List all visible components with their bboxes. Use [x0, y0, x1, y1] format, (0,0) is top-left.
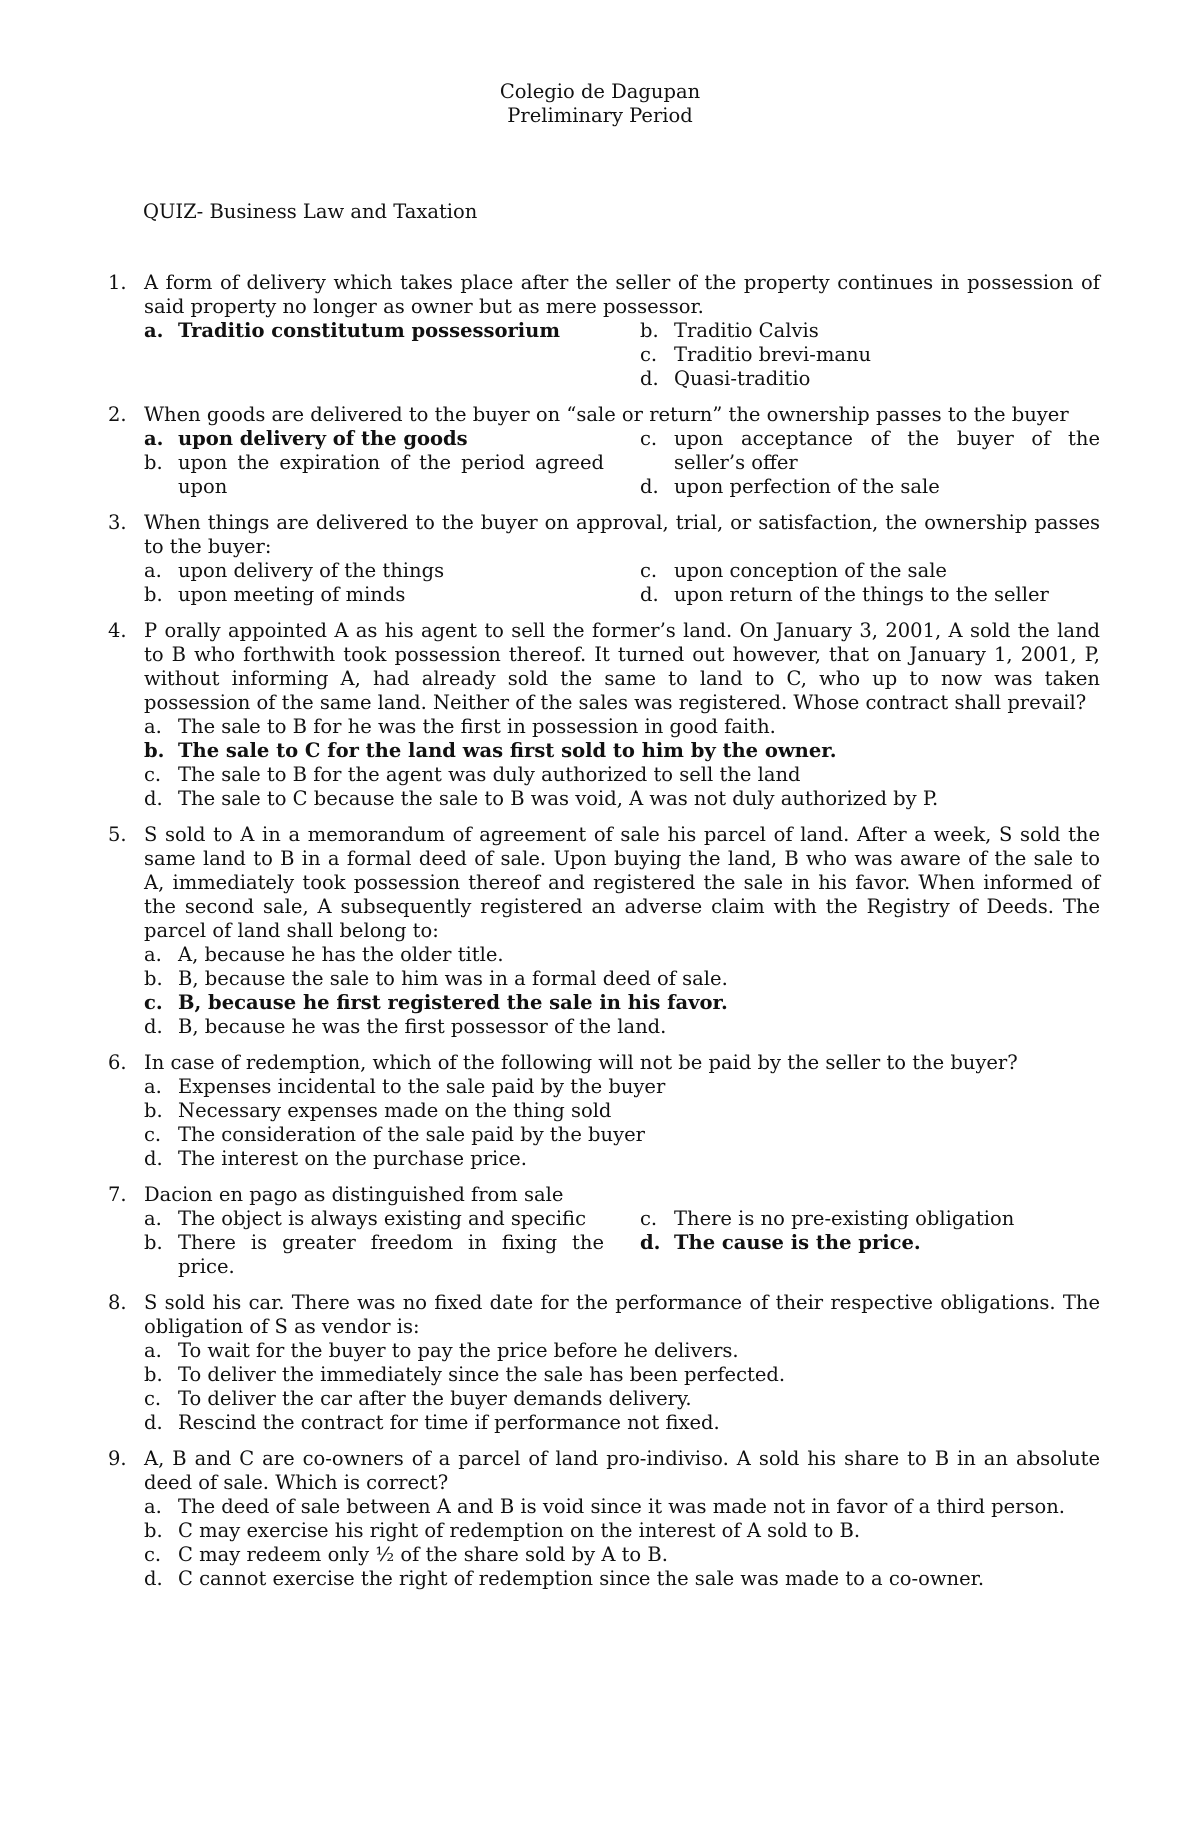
option-text: Traditio brevi-manu — [674, 343, 872, 366]
question-list — [108, 271, 1100, 1591]
option-list — [144, 943, 1100, 1039]
option-letter: b. — [144, 451, 163, 474]
question-stem — [108, 403, 1100, 427]
option-text: Traditio Calvis — [674, 319, 819, 342]
answer-option — [640, 559, 1100, 583]
option-text: To deliver the car after the buyer demands delivery. — [178, 1387, 692, 1410]
answer-option — [144, 943, 1100, 967]
answer-option — [640, 343, 1100, 367]
question-number: 2. — [108, 403, 127, 426]
option-text: The sale to C because the sale to B was void, A was not duly authorized by P. — [178, 787, 939, 810]
question-stem — [108, 1447, 1100, 1495]
question-number: 3. — [108, 511, 127, 534]
option-text: The cause is the price. — [674, 1231, 921, 1254]
option-letter: c. — [144, 1387, 162, 1410]
answer-option — [144, 763, 1100, 787]
period-name: Preliminary Period — [507, 104, 693, 127]
option-list — [144, 715, 1100, 811]
option-text: The deed of sale between A and B is void since it was made not in favor of a third person. — [178, 1495, 1065, 1518]
question-item — [108, 1291, 1100, 1435]
option-letter: a. — [144, 715, 162, 738]
option-list — [144, 1075, 1100, 1171]
answer-option — [640, 583, 1100, 607]
question-stem — [108, 823, 1100, 943]
option-text: To wait for the buyer to pay the price before he delivers. — [178, 1339, 739, 1362]
option-letter: a. — [144, 559, 162, 582]
option-letter: a. — [144, 1207, 162, 1230]
answer-option — [144, 1075, 1100, 1099]
option-text: Quasi-traditio — [674, 367, 811, 390]
page-header — [0, 80, 1200, 128]
option-column-left — [144, 319, 604, 391]
option-letter: b. — [144, 1231, 163, 1254]
question-text: When goods are delivered to the buyer on “sale or return” the ownership passes to the buyer — [144, 403, 1069, 426]
question-stem — [108, 1291, 1100, 1339]
option-text: A, because he has the older title. — [178, 943, 504, 966]
option-list — [144, 1495, 1100, 1591]
option-text: C cannot exercise the right of redemption since the sale was made to a co-owner. — [178, 1567, 985, 1590]
answer-option — [144, 1231, 604, 1279]
option-text: B, because he first registered the sale in his favor. — [178, 991, 728, 1014]
answer-option — [144, 739, 1100, 763]
question-item — [108, 619, 1100, 811]
answer-option — [640, 367, 1100, 391]
question-item — [108, 1183, 1100, 1279]
answer-option — [144, 1519, 1100, 1543]
option-column-left — [144, 427, 604, 499]
question-item — [108, 511, 1100, 607]
answer-option — [640, 427, 1100, 475]
option-text: To deliver the immediately since the sale has been perfected. — [178, 1363, 786, 1386]
option-text: B, because the sale to him was in a formal deed of sale. — [178, 967, 728, 990]
answer-option — [144, 427, 604, 451]
option-columns — [144, 559, 1100, 607]
question-text: Dacion en pago as distinguished from sale — [144, 1183, 564, 1206]
answer-option — [144, 967, 1100, 991]
option-columns — [144, 1207, 1100, 1279]
option-letter: a. — [144, 943, 162, 966]
answer-option — [640, 1207, 1100, 1231]
answer-option — [640, 475, 1100, 499]
answer-option — [144, 1207, 604, 1231]
answer-option — [144, 1339, 1100, 1363]
option-text: The sale to B for he was the first in possession in good faith. — [178, 715, 776, 738]
option-text: B, because he was the first possessor of the land. — [178, 1015, 667, 1038]
option-letter: d. — [640, 583, 659, 606]
option-text: upon delivery of the things — [178, 559, 445, 582]
option-letter: a. — [144, 319, 164, 342]
option-text: The sale to C for the land was first sold to him by the owner. — [178, 739, 837, 762]
option-text: C may exercise his right of redemption on the interest of A sold to B. — [178, 1519, 861, 1542]
question-text: A, B and C are co-owners of a parcel of land pro-indiviso. A sold his share to B in an absolute deed of sale. Which is correct? — [144, 1447, 1100, 1494]
answer-option — [144, 1495, 1100, 1519]
option-letter: d. — [144, 1567, 163, 1590]
option-letter: a. — [144, 1075, 162, 1098]
question-number: 6. — [108, 1051, 127, 1074]
answer-option — [144, 1567, 1100, 1591]
option-letter: b. — [640, 319, 659, 342]
option-letter: d. — [640, 1231, 661, 1254]
answer-option — [144, 1015, 1100, 1039]
option-letter: a. — [144, 427, 164, 450]
question-item — [108, 1447, 1100, 1591]
answer-option — [144, 1099, 1100, 1123]
option-letter: d. — [144, 1411, 163, 1434]
option-letter: b. — [144, 1099, 163, 1122]
question-stem — [108, 619, 1100, 715]
question-stem — [108, 271, 1100, 319]
question-number: 8. — [108, 1291, 127, 1314]
answer-option — [144, 1147, 1100, 1171]
question-number: 9. — [108, 1447, 127, 1470]
question-item — [108, 271, 1100, 391]
question-number: 1. — [108, 271, 127, 294]
option-letter: c. — [144, 991, 163, 1014]
question-number: 7. — [108, 1183, 127, 1206]
option-text: upon conception of the sale — [674, 559, 947, 582]
option-column-right — [640, 427, 1100, 499]
option-text: upon return of the things to the seller — [674, 583, 1049, 606]
option-letter: c. — [144, 1543, 162, 1566]
answer-option — [144, 583, 604, 607]
option-text: The consideration of the sale paid by the buyer — [178, 1123, 645, 1146]
answer-option — [144, 1387, 1100, 1411]
option-text: upon delivery of the goods — [178, 427, 468, 450]
option-column-right — [640, 1207, 1100, 1279]
question-text: P orally appointed A as his agent to sell the former’s land. On January 3, 2001, A sold the land to B who forthwith took possession thereof. It turned out however, that on January 1, 2001, P, without informing A, had already sold the same to land to C, who up to now was taken possession of the same land. Neither of the sales was registered. Whose contract shall prevail? — [144, 619, 1100, 714]
option-text: Necessary expenses made on the thing sold — [178, 1099, 612, 1122]
option-letter: c. — [144, 763, 162, 786]
option-letter: d. — [144, 787, 163, 810]
option-columns — [144, 427, 1100, 499]
question-item — [108, 1051, 1100, 1171]
option-letter: b. — [144, 583, 163, 606]
option-letter: c. — [640, 559, 658, 582]
option-text: The object is always existing and specific — [178, 1207, 586, 1230]
option-letter: c. — [144, 1123, 162, 1146]
option-text: The interest on the purchase price. — [178, 1147, 527, 1170]
answer-option — [144, 1543, 1100, 1567]
option-text: Traditio constitutum possessorium — [178, 319, 560, 342]
option-text: Rescind the contract for time if performance not fixed. — [178, 1411, 720, 1434]
answer-option — [144, 787, 1100, 811]
answer-option — [144, 1123, 1100, 1147]
option-column-left — [144, 1207, 604, 1279]
option-text: upon acceptance of the buyer of the seller’s offer — [674, 427, 1100, 474]
answer-option — [144, 1411, 1100, 1435]
question-text: S sold to A in a memorandum of agreement of sale his parcel of land. After a week, S sold the same land to B in a formal deed of sale. Upon buying the land, B who was aware of the sale to A, immediately took possession thereof and registered the sale in his favor. When informed of the second sale, A subsequently registered an adverse claim with the Registry of Deeds. The parcel of land shall belong to: — [144, 823, 1100, 942]
question-text: A form of delivery which takes place after the seller of the property continues in possession of said property no longer as owner but as mere possessor. — [144, 271, 1100, 318]
answer-option — [640, 1231, 1100, 1255]
option-column-right — [640, 319, 1100, 391]
question-stem — [108, 1183, 1100, 1207]
option-letter: d. — [640, 367, 659, 390]
question-text: S sold his car. There was no fixed date for the performance of their respective obligations. The obligation of S as vendor is: — [144, 1291, 1100, 1338]
option-columns — [144, 319, 1100, 391]
option-letter: b. — [144, 967, 163, 990]
option-letter: b. — [144, 1519, 163, 1542]
option-list — [144, 1339, 1100, 1435]
option-text: There is no pre-existing obligation — [674, 1207, 1015, 1230]
question-text: In case of redemption, which of the following will not be paid by the seller to the buyer? — [144, 1051, 1018, 1074]
option-letter: d. — [144, 1147, 163, 1170]
answer-option — [144, 559, 604, 583]
question-item — [108, 823, 1100, 1039]
option-letter: c. — [640, 427, 658, 450]
quiz-title: QUIZ- Business Law and Taxation — [143, 200, 478, 223]
option-letter: b. — [144, 739, 165, 762]
answer-option — [144, 451, 604, 499]
option-letter: c. — [640, 1207, 658, 1230]
question-item — [108, 403, 1100, 499]
option-letter: c. — [640, 343, 658, 366]
answer-option — [144, 991, 1100, 1015]
option-text: The sale to B for the agent was duly authorized to sell the land — [178, 763, 801, 786]
question-stem — [108, 1051, 1100, 1075]
option-letter: d. — [640, 475, 659, 498]
option-column-right — [640, 559, 1100, 607]
option-text: upon perfection of the sale — [674, 475, 940, 498]
option-text: upon meeting of minds — [178, 583, 406, 606]
question-stem — [108, 511, 1100, 559]
option-letter: d. — [144, 1015, 163, 1038]
question-text: When things are delivered to the buyer on approval, trial, or satisfaction, the ownership passes to the buyer: — [144, 511, 1100, 558]
answer-option — [144, 1363, 1100, 1387]
option-letter: a. — [144, 1495, 162, 1518]
answer-option — [144, 715, 1100, 739]
question-number: 5. — [108, 823, 127, 846]
option-text: upon the expiration of the period agreed upon — [178, 451, 604, 498]
option-text: There is greater freedom in fixing the price. — [178, 1231, 604, 1278]
option-text: Expenses incidental to the sale paid by the buyer — [178, 1075, 666, 1098]
option-column-left — [144, 559, 604, 607]
school-name: Colegio de Dagupan — [499, 80, 701, 103]
question-number: 4. — [108, 619, 127, 642]
answer-option — [144, 319, 604, 343]
option-letter: b. — [144, 1363, 163, 1386]
option-text: C may redeem only ½ of the share sold by A to B. — [178, 1543, 668, 1566]
answer-option — [640, 319, 1100, 343]
option-letter: a. — [144, 1339, 162, 1362]
